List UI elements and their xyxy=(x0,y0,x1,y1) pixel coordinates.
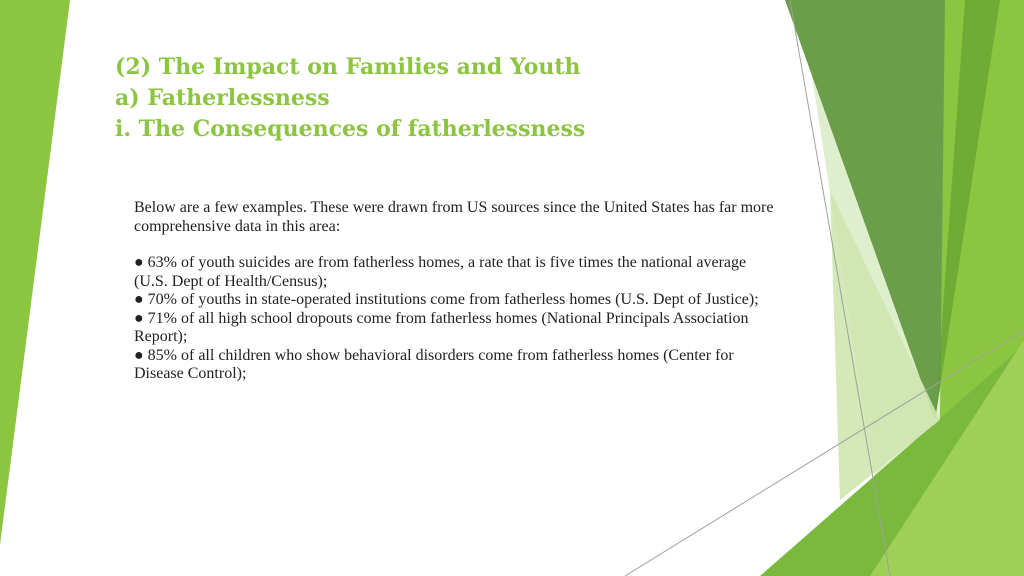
statistics-list xyxy=(134,254,774,384)
title-line-2: a) Fatherlessness xyxy=(115,85,330,111)
list-item-text: 70% of youths in state-operated institutions come from fatherless homes (U.S. Dept of Justice); xyxy=(147,291,759,308)
bullet-icon: ● xyxy=(134,346,144,364)
list-item xyxy=(134,291,774,310)
bullet-icon: ● xyxy=(134,309,144,327)
title-line-3: i. The Consequences of fatherlessness xyxy=(115,116,586,142)
list-item xyxy=(134,310,774,347)
list-item-text: 71% of all high school dropouts come from fatherless homes (National Principals Association Report); xyxy=(134,309,749,345)
list-item-text: 85% of all children who show behavioral disorders come from fatherless homes (Center for Disease Control); xyxy=(134,346,734,382)
list-item xyxy=(134,254,774,291)
intro-paragraph: Below are a few examples. These were drawn from US sources since the United States has far more comprehensive data in this area: xyxy=(134,199,774,235)
slide-body xyxy=(134,199,774,384)
list-item xyxy=(134,347,774,384)
bullet-icon: ● xyxy=(134,254,144,271)
list-item-text: 63% of youth suicides are from fatherless homes, a rate that is five times the national average (U.S. Dept of Health/Census); xyxy=(134,254,747,290)
bullet-icon: ● xyxy=(134,291,144,308)
left-green-sliver xyxy=(0,0,70,545)
title-line-1: (2) The Impact on Families and Youth xyxy=(115,54,581,80)
slide-title xyxy=(115,52,735,145)
